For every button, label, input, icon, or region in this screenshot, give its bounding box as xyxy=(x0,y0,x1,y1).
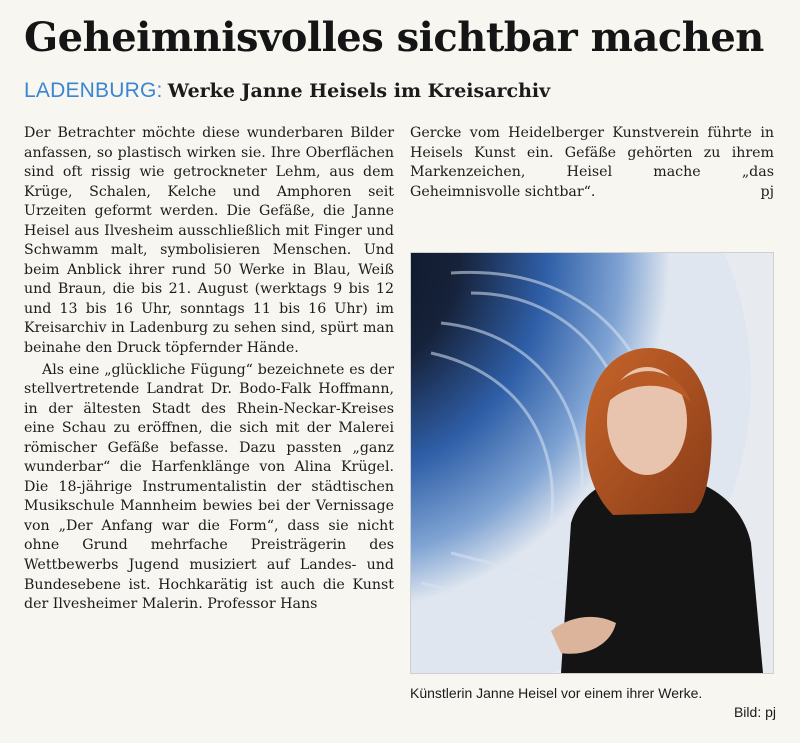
photo-credit: Bild: pj xyxy=(733,704,776,720)
paragraph-1: Der Betrachter möchte diese wunderbaren Bilder anfassen, so plastisch wirken sie. Ihre Oberflächen sind oft rissig wie getrockneter Lehm, aus dem Krüge, Schalen, Kelche und Amphoren seit Urzeiten geformt werden. Die Gefäße, die Janne Heisel aus Ilvesheim ausschließlich mit Finger und Schwamm malt, symbolisieren Menschen. Und beim Anblick ihrer rund 50 Werke in Blau, Weiß und Braun, die bis 21. August (werktags 9 bis 12 und 13 bis 16 Uhr, sonntags 11 bis 16 Uhr) im Kreisarchiv in Ladenburg zu sehen sind, spürt man beinahe den Druck töpfernder Hände. xyxy=(24,125,394,357)
article-column-right xyxy=(410,124,774,202)
paragraph-3-text: Gercke vom Heidelberger Kunstverein führte in Heisels Kunst ein. Gefäße gehörten zu ihrem Markenzeichen, Heisel mache „das Geheimnisvolle sichtbar“. xyxy=(410,125,774,200)
photo-illustration xyxy=(411,253,773,673)
article-photo xyxy=(410,252,774,674)
subheadline xyxy=(24,76,784,105)
photo-caption xyxy=(410,684,776,720)
dateline-place: LADENBURG: xyxy=(24,79,163,102)
caption-text: Künstlerin Janne Heisel vor einem ihrer Werke. xyxy=(410,685,703,701)
headline: Geheimnisvolles sichtbar machen xyxy=(24,14,764,61)
article-column-left xyxy=(24,124,394,615)
paragraph-2: Als eine „glückliche Fügung“ bezeichnete es der stellvertretende Landrat Dr. Bodo-Falk Hoffmann, in der ältesten Stadt des Rhein-Neckar-Kreises eine Schau zu eröffnen, die sich mit der Malerei römischer Gefäße befasse. Dazu passten „ganz wunderbar“ die Harfenklänge von Alina Krügel. Die 18-jährige Instrumentalistin der städtischen Musikschule Mannheim bewies bei der Vernissage von „Der Anfang war die Form“, dass sie nicht ohne Grund mehrfache Preisträgerin des Wettbewerbs Jugend musiziert auf Landes- und Bundesebene ist. Hochkarätig ist auch die Kunst der Ilvesheimer Malerin. Professor Hans xyxy=(24,361,394,613)
subheadline-text: Werke Janne Heisels im Kreisarchiv xyxy=(167,80,551,102)
paragraph-3 xyxy=(410,124,774,202)
author-signoff: pj xyxy=(760,183,774,200)
